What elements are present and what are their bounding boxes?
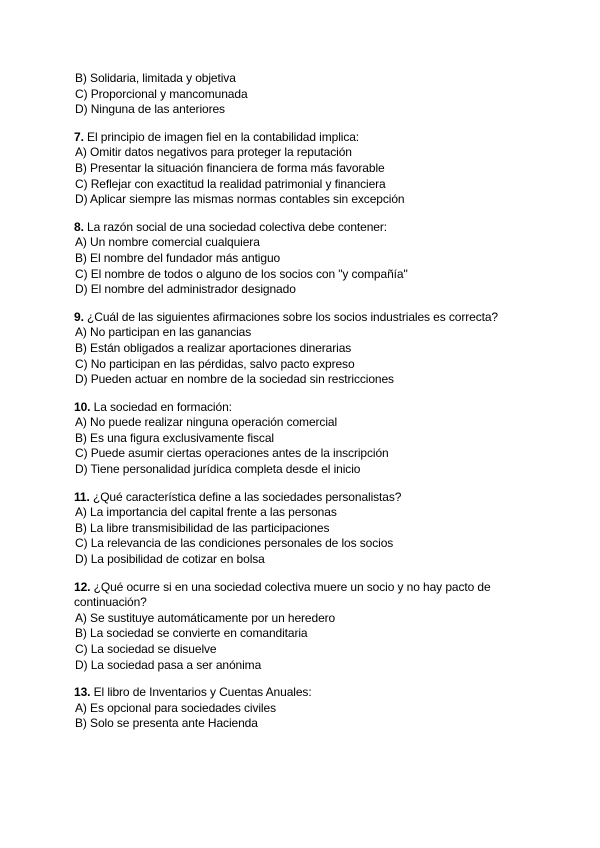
- option-d: D) Pueden actuar en nombre de la sociedad sin restricciones: [75, 372, 394, 387]
- question-stem: ¿Qué característica define a las sociedades personalistas?: [92, 489, 402, 504]
- question-number: 8.: [74, 219, 84, 234]
- option-c: C) No participan en las pérdidas, salvo pacto expreso: [75, 356, 355, 371]
- question-number: 7.: [74, 129, 84, 144]
- option-a: A) No puede realizar ninguna operación comercial: [75, 415, 338, 430]
- option-d: D) La sociedad pasa a ser anónima: [75, 657, 262, 672]
- question-text: [74, 130, 533, 146]
- question-stem: La razón social de una sociedad colectiva debe contener:: [87, 219, 387, 234]
- question-text: [74, 400, 533, 416]
- question-text: [74, 310, 533, 326]
- question-11: [73, 490, 533, 568]
- option-c: C) La relevancia de las condiciones personales de los socios: [75, 536, 394, 551]
- question-text: [74, 685, 533, 701]
- question-stem: ¿Cuál de las siguientes afirmaciones sobre los socios industriales es correcta?: [87, 309, 499, 324]
- option-d: D) El nombre del administrador designado: [75, 282, 296, 297]
- question-number: 11.: [74, 489, 90, 504]
- option-a: A) Se sustituye automáticamente por un heredero: [75, 610, 336, 625]
- option-b: B) Solo se presenta ante Hacienda: [75, 716, 258, 731]
- option-d: D) Tiene personalidad jurídica completa desde el inicio: [75, 462, 361, 477]
- question-12: [73, 580, 533, 674]
- option-a: A) No participan en las ganancias: [75, 325, 252, 340]
- option-b: B) Solidaria, limitada y objetiva: [75, 71, 236, 85]
- document-page: [73, 71, 533, 744]
- option-c: C) Reflejar con exactitud la realidad patrimonial y financiera: [75, 176, 386, 191]
- question-8: [73, 220, 533, 298]
- question-13: [73, 685, 533, 732]
- question-stem: El libro de Inventarios y Cuentas Anuales:: [93, 685, 312, 700]
- question-7: [73, 130, 533, 208]
- option-a: A) Omitir datos negativos para proteger la reputación: [75, 145, 352, 160]
- question-10: [73, 400, 533, 478]
- option-b: B) La libre transmisibilidad de las participaciones: [75, 520, 330, 535]
- question-number: 13.: [74, 685, 91, 700]
- option-a: A) Es opcional para sociedades civiles: [75, 700, 276, 715]
- question-number: 9.: [74, 309, 84, 324]
- option-c: C) La sociedad se disuelve: [75, 642, 217, 656]
- option-b: B) El nombre del fundador más antiguo: [75, 250, 281, 265]
- option-a: A) Un nombre comercial cualquiera: [75, 235, 260, 250]
- option-b: B) Es una figura exclusivamente fiscal: [75, 430, 274, 445]
- option-b: B) Presentar la situación financiera de forma más favorable: [75, 160, 385, 175]
- question-text: [74, 490, 533, 506]
- option-b: B) La sociedad se convierte en comanditaria: [75, 626, 308, 641]
- question-text: [74, 580, 533, 611]
- option-c: C) Proporcional y mancomunada: [75, 86, 248, 101]
- option-c: C) El nombre de todos o alguno de los socios con "y compañía": [75, 266, 408, 281]
- question-stem: ¿Qué ocurre si en una sociedad colectiva muere un socio y no hay pacto de continuación?: [74, 579, 491, 610]
- option-d: D) Aplicar siempre las mismas normas contables sin excepción: [75, 192, 405, 207]
- question-number: 10.: [74, 399, 91, 414]
- question-text: [74, 220, 533, 236]
- question-stem: La sociedad en formación:: [93, 399, 232, 414]
- question-9: [73, 310, 533, 388]
- question-number: 12.: [74, 579, 91, 594]
- option-c: C) Puede asumir ciertas operaciones antes de la inscripción: [75, 446, 389, 461]
- question-6-continuation: [73, 71, 533, 118]
- option-b: B) Están obligados a realizar aportaciones dinerarias: [75, 340, 352, 355]
- question-stem: El principio de imagen fiel en la contabilidad implica:: [87, 129, 360, 144]
- option-d: D) La posibilidad de cotizar en bolsa: [75, 552, 265, 567]
- option-d: D) Ninguna de las anteriores: [75, 102, 225, 117]
- option-a: A) La importancia del capital frente a las personas: [75, 505, 337, 520]
